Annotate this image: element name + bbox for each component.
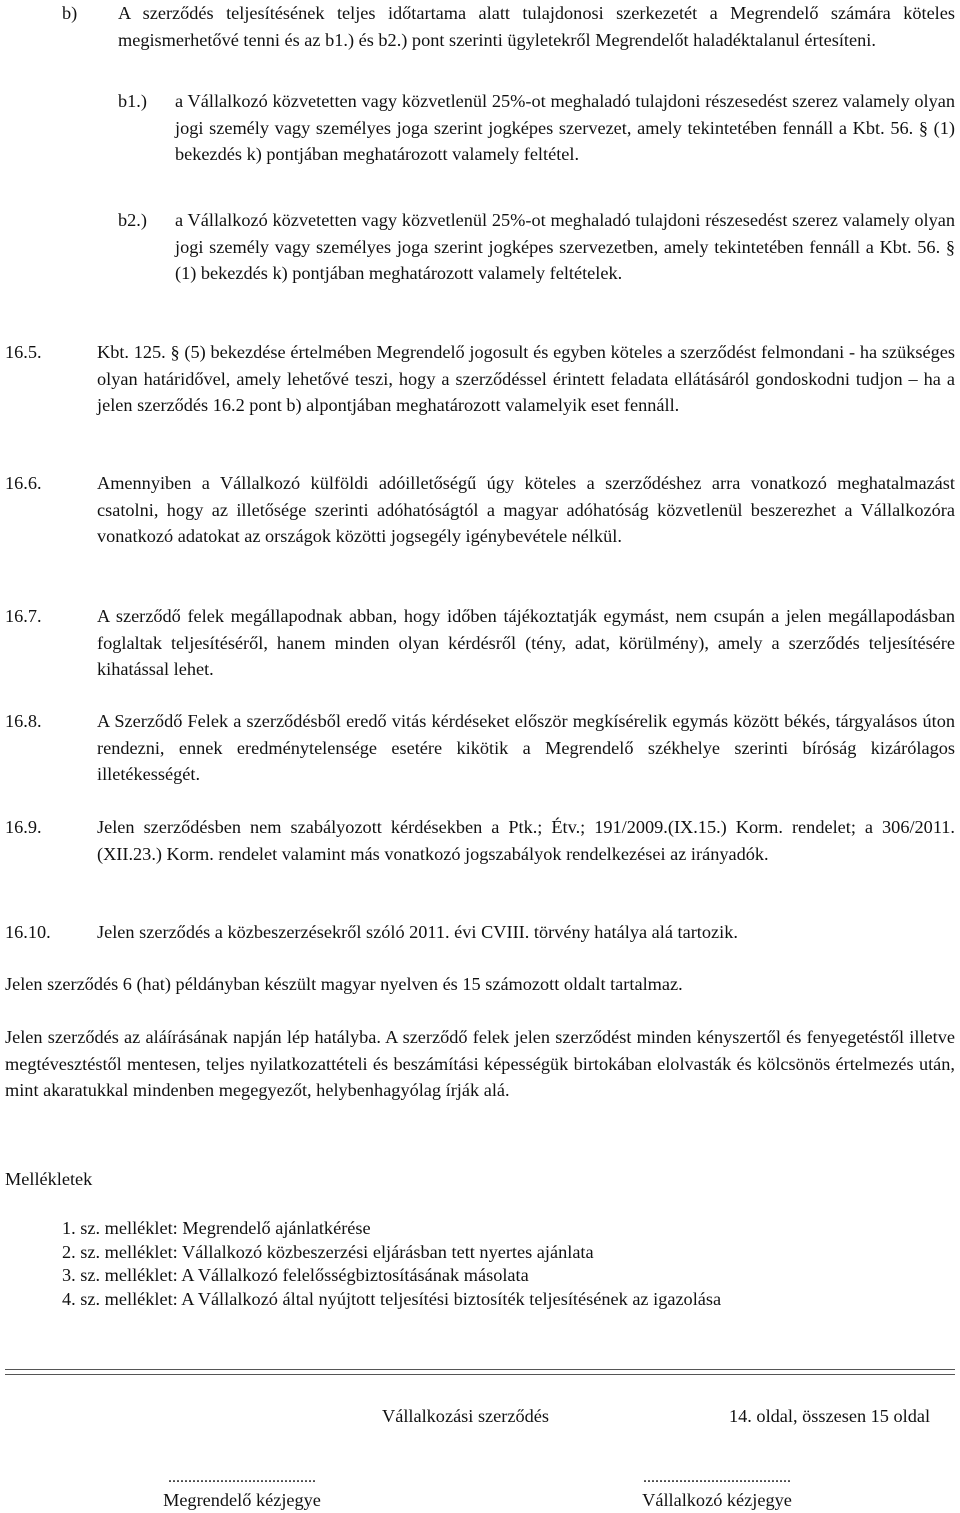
- signature-label: Megrendelő kézjegye: [163, 1490, 321, 1510]
- clause-b2-label: b2.): [118, 210, 147, 230]
- annex-item: 2. sz. melléklet: Vállalkozó közbeszerzési eljárásban tett nyertes ajánlata: [62, 1241, 594, 1262]
- clause-number: 16.7.: [5, 606, 42, 626]
- signature-label: Vállalkozó kézjegye: [642, 1490, 792, 1510]
- clause-number: 16.10.: [5, 922, 51, 942]
- clause-number: 16.8.: [5, 711, 42, 731]
- footer-page-number: 14. oldal, összesen 15 oldal: [729, 1406, 931, 1426]
- annex-item: 4. sz. melléklet: A Vállalkozó által nyújtott teljesítési biztosíték teljesítésének az igazolása: [62, 1288, 722, 1309]
- clause-text: Amennyiben a Vállalkozó külföldi adóilletőségű úgy köteles a szerződéshez arra vonatkozó meghatalmazást csatolni, hogy az illetősége szerinti adóhatóságtól a magyar adóhatóság közvetlenül beszerezhet a Vállalkozóra vonatkozó adatokat az országok közötti jogsegély igénybevétele nélkül.: [97, 473, 955, 547]
- clause-b1-text: a Vállalkozó közvetetten vagy közvetlenül 25%-ot meghaladó tulajdoni részesedést szerez valamely olyan jogi személy vagy személyes joga szerint jogképes szervezet, amely tekintetében fennáll a Kbt. 56. § (1) bekezdés k) pontjában meghatározott valamely feltétel.: [175, 91, 955, 165]
- footer-divider: [5, 1369, 955, 1370]
- clause-text: Jelen szerződésben nem szabályozott kérdésekben a Ptk.; Étv.; 191/2009.(IX.15.) Korm. rendelet; a 306/2011.(XII.23.) Korm. rendelet valamint más vonatkozó jogszabályok rendelkezései az irányadók.: [97, 817, 955, 864]
- clause-text: A szerződő felek megállapodnak abban, hogy időben tájékoztatják egymást, nem csupán a jelen megállapodásban foglaltak teljesítéséről, hanem minden olyan kérdésről (tény, adat, körülmény), amely a szerződés teljesítésére kihatással lehet.: [97, 606, 955, 680]
- signature-line: .....................................: [168, 1469, 316, 1486]
- clause-text: Kbt. 125. § (5) bekezdése értelmében Megrendelő jogosult és egyben köteles a szerződést felmondani - ha szükséges olyan határidővel, amely lehetővé teszi, hogy a szerződéssel érintett feladata ellátásáról gondoskodni tudjon – ha a jelen szerződés 16.2 pont b) alpontjában meghatározott valamelyik eset fennáll.: [97, 342, 955, 416]
- footer-divider: [5, 1374, 955, 1375]
- annex-item: 1. sz. melléklet: Megrendelő ajánlatkérése: [62, 1218, 371, 1238]
- closing-effect-paragraph: Jelen szerződés az aláírásának napján lép hatályba. A szerződő felek jelen szerződést minden kényszertől és fenyegetéstől illetve megtévesztéstől mentesen, teljes nyilatkozattételi és beszámítási képességük birtokában elolvasták és kölcsönös értelmezés után, mint akaratukkal mindenben megegyezőt, helybenhagyólag írják alá.: [5, 1027, 955, 1101]
- clause-text: A Szerződő Felek a szerződésből eredő vitás kérdéseket először megkísérelik egymás között békés, tárgyalásos úton rendezni, ennek eredménytelensége esetére kikötik a Megrendelő székhelye szerinti bíróság kizárólagos illetékességét.: [97, 711, 955, 785]
- closing-copies-paragraph: Jelen szerződés 6 (hat) példányban készült magyar nyelven és 15 számozott oldalt tartalmaz.: [5, 974, 683, 994]
- signature-block-contractor: [587, 1467, 847, 1511]
- annex-item: 3. sz. melléklet: A Vállalkozó felelősségbiztosításának másolata: [62, 1265, 529, 1285]
- footer-document-title: Vállalkozási szerződés: [382, 1406, 549, 1426]
- clause-number: 16.5.: [5, 342, 42, 362]
- annex-list: [62, 1217, 721, 1311]
- clause-number: 16.9.: [5, 817, 42, 837]
- annexes-heading: Mellékletek: [5, 1169, 93, 1189]
- clause-b1-label: b1.): [118, 91, 147, 111]
- signature-block-client: [112, 1467, 372, 1511]
- clause-text: Jelen szerződés a közbeszerzésekről szóló 2011. évi CVIII. törvény hatálya alá tartozik.: [97, 922, 738, 942]
- clause-b-label: b): [62, 3, 78, 23]
- clause-number: 16.6.: [5, 473, 42, 493]
- clause-b2-text: a Vállalkozó közvetetten vagy közvetlenül 25%-ot meghaladó tulajdoni részesedést szerez valamely olyan jogi személy vagy személyes joga szerint jogképes szervezetben, amely tekintetében fennáll a Kbt. 56. § (1) bekezdés k) pontjában meghatározott valamely feltételek.: [175, 210, 955, 284]
- clause-b-text: A szerződés teljesítésének teljes időtartama alatt tulajdonosi szerkezetét a Megrendelő számára köteles megismerhetővé tenni és az b1.) és b2.) pont szerinti ügyletekről Megrendelőt haladéktalanul értesíteni.: [118, 3, 955, 50]
- signature-line: .....................................: [643, 1469, 791, 1486]
